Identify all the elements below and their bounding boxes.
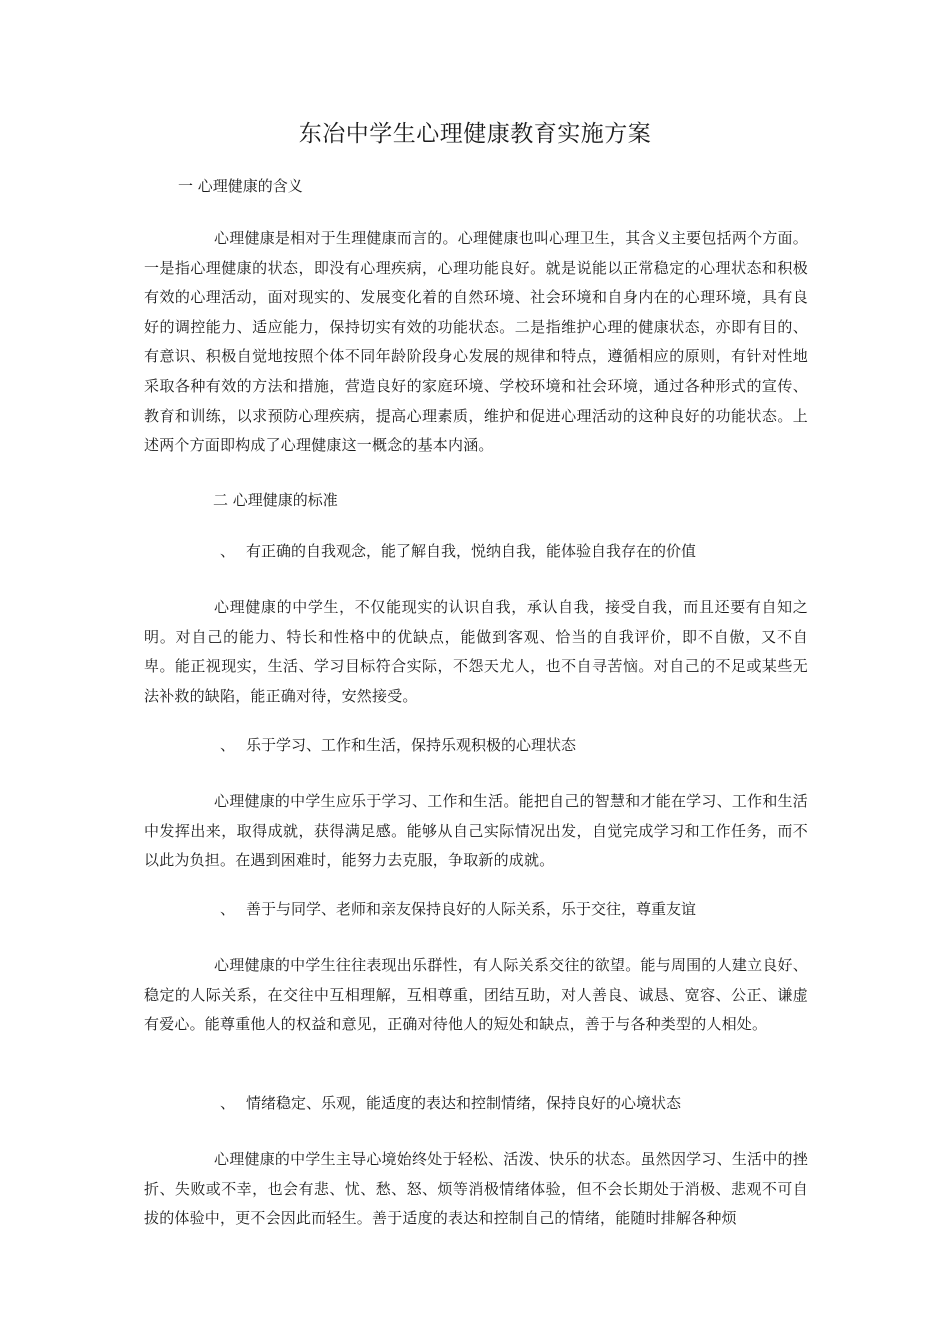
list-mark: 、 [220,542,236,560]
standard-paragraph-3: 心理健康的中学生往往表现出乐群性，有人际关系交往的欲望。能与周围的人建立良好、稳定的人际关系，在交往中互相理解，互相尊重，团结互助，对人善良、诚恳、宽容、公正、谦虚有爱心。能尊重他人的权益和意见，正确对待他人的短处和缺点，善于与各种类型的人相处。 [144,956,808,1034]
document-title: 东冶中学生心理健康教育实施方案 [298,121,652,147]
standard-heading-text: 善于与同学、老师和亲友保持良好的人际关系，乐于交往，尊重友谊 [246,900,697,918]
paragraph-meaning: 心理健康是相对于生理健康而言的。心理健康也叫心理卫生，其含义主要包括两个方面。一是指心理健康的状态，即没有心理疾病，心理功能良好。就是说能以正常稳定的心理状态和积极有效的心理活动，面对现实的、发展变化着的自然环境、社会环境和自身内在的心理环境，具有良好的调控能力、适应能力，保持切实有效的功能状态。二是指维护心理的健康状态，亦即有目的、有意识、积极自觉地按照个体不同年龄阶段身心发展的规律和特点，遵循相应的原则，有针对性地采取各种有效的方法和措施，营造良好的家庭环境、学校环境和社会环境，通过各种形式的宣传、教育和训练，以求预防心理疾病，提高心理素质，维护和促进心理活动的这种良好的功能状态。上述两个方面即构成了心理健康这一概念的基本内涵。 [144,229,808,455]
standard-heading-text: 有正确的自我观念，能了解自我，悦纳自我，能体验自我存在的价值 [246,542,697,560]
section-heading-meaning: 一 心理健康的含义 [178,177,303,195]
standard-heading-3 [220,899,696,919]
standard-heading-2 [220,735,576,755]
section-heading-standards: 二 心理健康的标准 [213,491,338,509]
standard-paragraph-1: 心理健康的中学生，不仅能现实的认识自我，承认自我，接受自我，而且还要有自知之明。对自己的能力、特长和性格中的优缺点，能做到客观、恰当的自我评价，即不自傲，又不自卑。能正视现实，生活、学习目标符合实际，不怨天尤人，也不自寻苦恼。对自己的不足或某些无法补救的缺陷，能正确对待，安然接受。 [144,598,808,705]
standard-heading-text: 情绪稳定、乐观，能适度的表达和控制情绪，保持良好的心境状态 [246,1094,682,1112]
standard-heading-1 [220,541,696,561]
list-mark: 、 [220,900,236,918]
standard-heading-4 [220,1093,681,1113]
standard-heading-text: 乐于学习、工作和生活，保持乐观积极的心理状态 [246,736,577,754]
list-mark: 、 [220,736,236,754]
list-mark: 、 [220,1094,236,1112]
standard-paragraph-4: 心理健康的中学生主导心境始终处于轻松、活泼、快乐的状态。虽然因学习、生活中的挫折、失败或不幸，也会有悲、忧、愁、怒、烦等消极情绪体验，但不会长期处于消极、悲观不可自拔的体验中，更不会因此而轻生。善于适度的表达和控制自己的情绪，能随时排解各种烦 [144,1150,808,1228]
standard-paragraph-2: 心理健康的中学生应乐于学习、工作和生活。能把自己的智慧和才能在学习、工作和生活中发挥出来，取得成就，获得满足感。能够从自己实际情况出发，自觉完成学习和工作任务，而不以此为负担。在遇到困难时，能努力去克服，争取新的成就。 [144,792,808,870]
